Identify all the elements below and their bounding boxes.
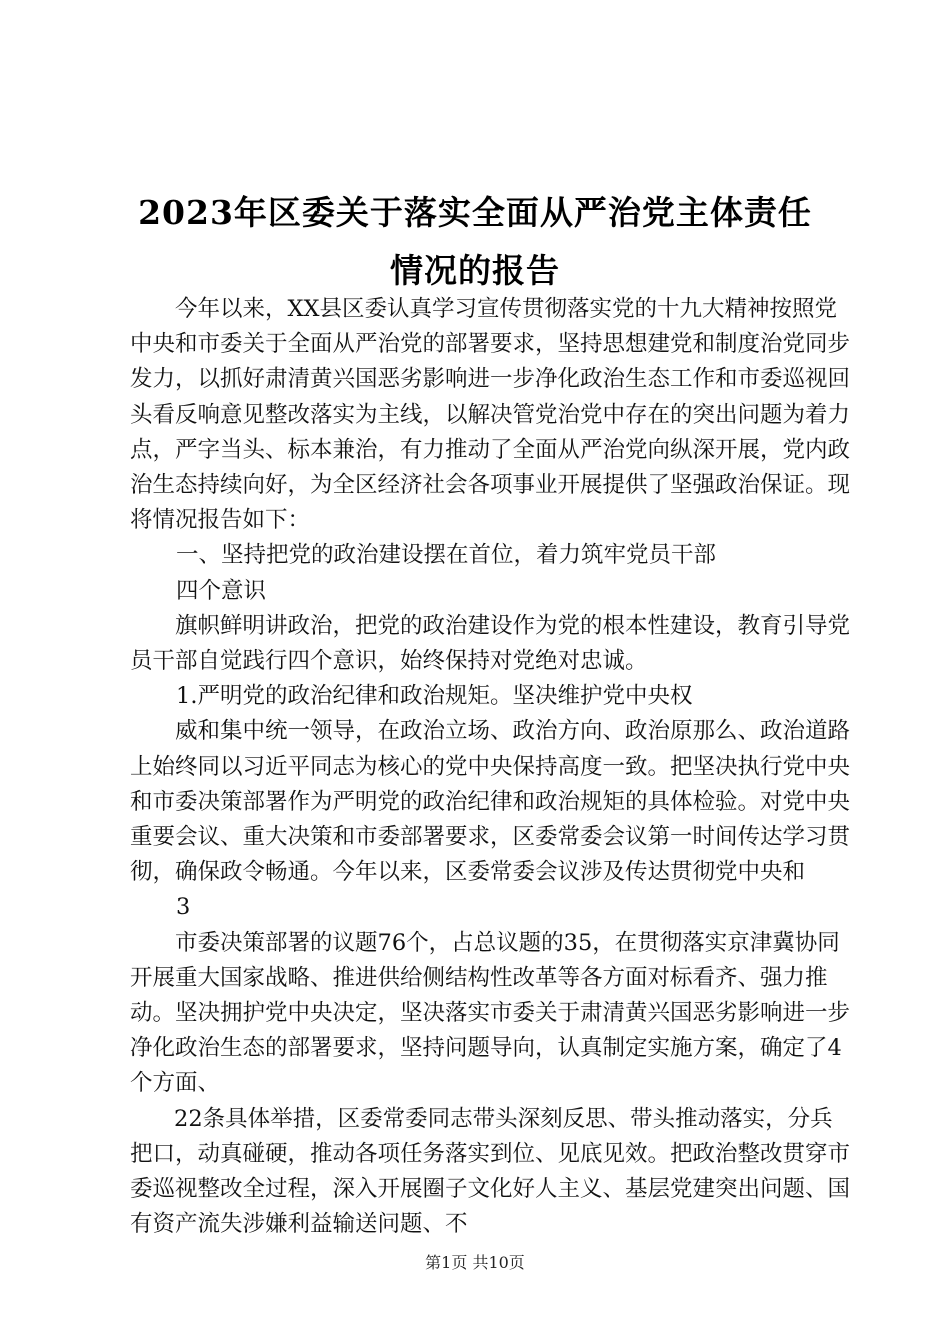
paragraph-measures: 22条具体举措，区委常委同志带头深刻反思、带头推动落实，分兵把口，动真碰硬，推动各项任务落实到位、见底见效。把政治整改贯穿市委巡视整改全过程，深入开展圈子文化好人主义、基层党建突出问题、国有资产流失涉嫌利益输送问题、不 bbox=[130, 1105, 851, 1238]
paragraph-politics: 旗帜鲜明讲政治，把党的政治建设作为党的根本性建设，教育引导党员干部自觉践行四个意识，始终保持对党绝对忠诚。 bbox=[130, 612, 851, 675]
paragraph-decisions: 市委决策部署的议题76个，占总议题的35，在贯彻落实京津冀协同开展重大国家战略、推进供给侧结构性改革等各方面对标看齐、强力推动。坚决拥护党中央决定，坚决落实市委关于肃清黄兴国恶劣影响进一步净化政治生态的部署要求，坚持问题导向，认真制定实施方案，确定了4个方面、 bbox=[130, 929, 851, 1097]
paragraph-intro: 今年以来，XX县区委认真学习宣传贯彻落实党的十九大精神按照党中央和市委关于全面从严治党的部署要求，坚持思想建党和制度治党同步发力，以抓好肃清黄兴国恶劣影响进一步净化政治生态工作和市委巡视回头看反响意见整改落实为主线，以解决管党治党中存在的突出问题为着力点，严字当头、标本兼治，有力推动了全面从严治党向纵深开展，党内政治生态持续向好，为全区经济社会各项事业开展提供了坚强政治保证。现将情况报告如下： bbox=[130, 296, 851, 534]
document-body bbox=[130, 292, 850, 1242]
section-heading-1: 一、坚持把党的政治建设摆在首位，着力筑牢党员干部 bbox=[176, 542, 717, 569]
document-title-line-2: 情况的报告 bbox=[390, 251, 560, 290]
subsection-heading-1: 1.严明党的政治纪律和政治规矩。坚决维护党中央权 bbox=[176, 683, 693, 710]
document-title-line-1: 2023年区委关于落实全面从严治党主体责任 bbox=[138, 193, 812, 232]
page-footer: 第1页 共10页 bbox=[425, 1253, 525, 1272]
section-heading-1-cont: 四个意识 bbox=[176, 577, 267, 604]
paragraph-discipline: 威和集中统一领导，在政治立场、政治方向、政治原那么、政治道路上始终同以习近平同志为核心的党中央保持高度一致。把坚决执行党中央和市委决策部署作为严明党的政治纪律和政治规矩的具体检验。对党中央重要会议、重大决策和市委部署要求，区委常委会议第一时间传达学习贯彻，确保政令畅通。今年以来，区委常委会议涉及传达贯彻党中央和 bbox=[130, 718, 851, 886]
stray-number: 3 bbox=[176, 894, 191, 921]
